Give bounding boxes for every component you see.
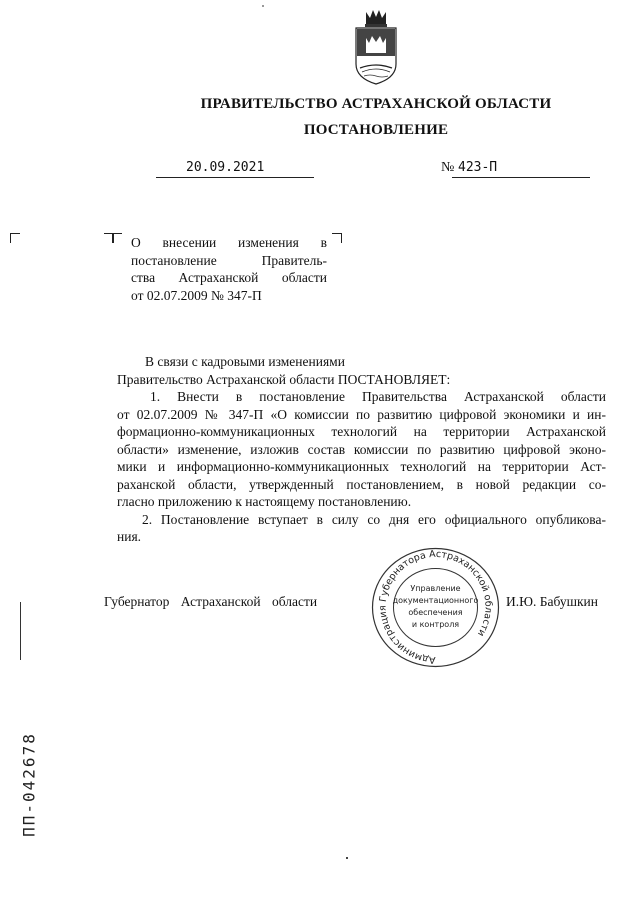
body-line: гласно приложению к настоящему постановлению. — [117, 494, 412, 509]
stamp-ring-text: Администрация Губернатора Астраханской области — [377, 548, 494, 666]
stamp-center-line: и контроля — [411, 620, 460, 629]
corner-mark — [112, 233, 122, 243]
stamp-center-line: обеспечения — [408, 608, 463, 617]
body-line: области» изменение, изложив состав комиссии по развитию цифровой эконо- — [117, 441, 606, 457]
coat-of-arms-emblem — [352, 8, 400, 86]
body-line: В связи с кадровыми изменениями — [145, 354, 345, 369]
government-title: ПРАВИТЕЛЬСТВО АСТРАХАНСКОЙ ОБЛАСТИ — [200, 96, 552, 112]
body-line: 1. Внести в постановление Правительства Астраханской области — [150, 389, 606, 404]
serial-code-text: ПП-042678 — [19, 732, 39, 837]
stamp-center-line: Управление — [410, 584, 461, 593]
speck — [346, 857, 348, 859]
margin-line — [20, 602, 21, 660]
signatory-title: Губернатор Астраханской области — [104, 594, 318, 609]
document-date: 20.09.2021 — [186, 160, 265, 175]
body-line: мики и информационно-коммуникационных технологий на территории Аст- — [117, 459, 606, 474]
stamp-center-line: документационного — [392, 596, 479, 605]
corner-mark — [10, 233, 20, 243]
body-line: Правительство Астраханской области ПОСТАНОВЛЯЕТ: — [117, 371, 451, 387]
official-stamp — [371, 547, 500, 668]
body-line: от 02.07.2009 № 347-П «О комиссии по развитию цифровой экономики и ин- — [117, 406, 606, 422]
document-subject — [131, 234, 327, 304]
subject-line: ства Астраханской области — [131, 270, 327, 285]
corner-mark — [332, 233, 342, 243]
document-body — [117, 353, 606, 546]
speck — [262, 5, 264, 7]
body-line: 2. Постановление вступает в силу со дня его официального опубликова- — [142, 511, 606, 527]
subject-line: О внесении изменения в — [131, 235, 327, 250]
subject-line: постановление Правитель- — [131, 252, 327, 268]
date-underline — [156, 177, 314, 178]
body-line: формационно-коммуникационных технологий на территории Астраханской — [117, 424, 606, 439]
document-type-title: ПОСТАНОВЛЕНИЕ — [303, 122, 449, 138]
number-label: № — [441, 160, 455, 175]
number-underline — [452, 177, 590, 178]
subject-line: от 02.07.2009 № 347-П — [131, 287, 262, 303]
body-line: раханской области, утвержденный постановлением, в новой редакции со- — [117, 476, 606, 492]
body-line: ния. — [117, 529, 142, 544]
document-number: 423-П — [458, 160, 498, 175]
side-serial-code — [16, 715, 42, 865]
signatory-name: И.Ю. Бабушкин — [506, 594, 599, 609]
